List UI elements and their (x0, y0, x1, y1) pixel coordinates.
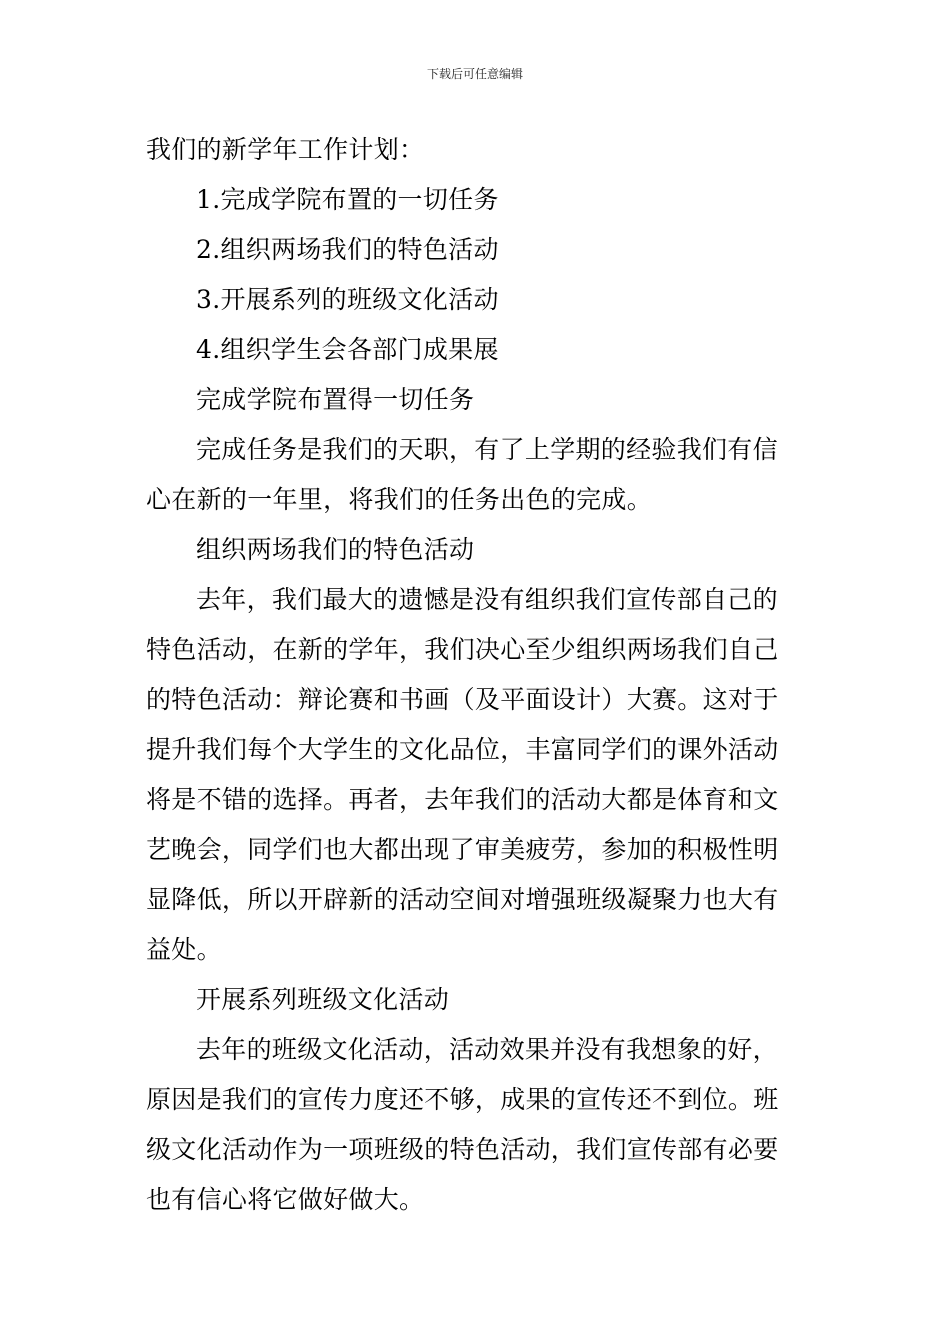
text-line: 去年的班级文化活动，活动效果并没有我想象的好， (196, 1035, 778, 1064)
text-line: 将是不错的选择。再者，去年我们的活动大都是体育和文 (146, 785, 779, 814)
text-line: 1.完成学院布置的一切任务 (196, 185, 499, 214)
text-line: 艺晚会，同学们也大都出现了审美疲劳，参加的积极性明 (146, 835, 779, 864)
text-line: 完成学院布置得一切任务 (196, 385, 475, 414)
text-line: 益处。 (146, 935, 222, 964)
text-line: 组织两场我们的特色活动 (196, 535, 475, 564)
text-line: 级文化活动作为一项班级的特色活动，我们宣传部有必要 (146, 1135, 779, 1164)
document-body (146, 125, 812, 1225)
text-line: 也有信心将它做好做大。 (146, 1185, 425, 1214)
text-line: 去年，我们最大的遗憾是没有组织我们宣传部自己的 (196, 585, 778, 614)
text-line: 原因是我们的宣传力度还不够，成果的宣传还不到位。班 (146, 1085, 779, 1114)
text-line: 显降低，所以开辟新的活动空间对增强班级凝聚力也大有 (146, 885, 779, 914)
text-line: 完成任务是我们的天职，有了上学期的经验我们有信 (196, 435, 778, 464)
text-line: 心在新的一年里，将我们的任务出色的完成。 (146, 485, 653, 514)
text-line: 2.组织两场我们的特色活动 (196, 235, 499, 264)
text-line: 的特色活动：辩论赛和书画（及平面设计）大赛。这对于 (146, 685, 779, 714)
header-note: 下载后可任意编辑 (426, 67, 523, 81)
text-line: 提升我们每个大学生的文化品位，丰富同学们的课外活动 (146, 735, 779, 764)
text-line: 特色活动，在新的学年，我们决心至少组织两场我们自己 (146, 635, 779, 664)
text-line: 开展系列班级文化活动 (196, 985, 450, 1014)
text-line: 3.开展系列的班级文化活动 (196, 285, 499, 314)
text-line: 4.组织学生会各部门成果展 (196, 335, 499, 364)
text-line: 我们的新学年工作计划： (146, 135, 425, 164)
